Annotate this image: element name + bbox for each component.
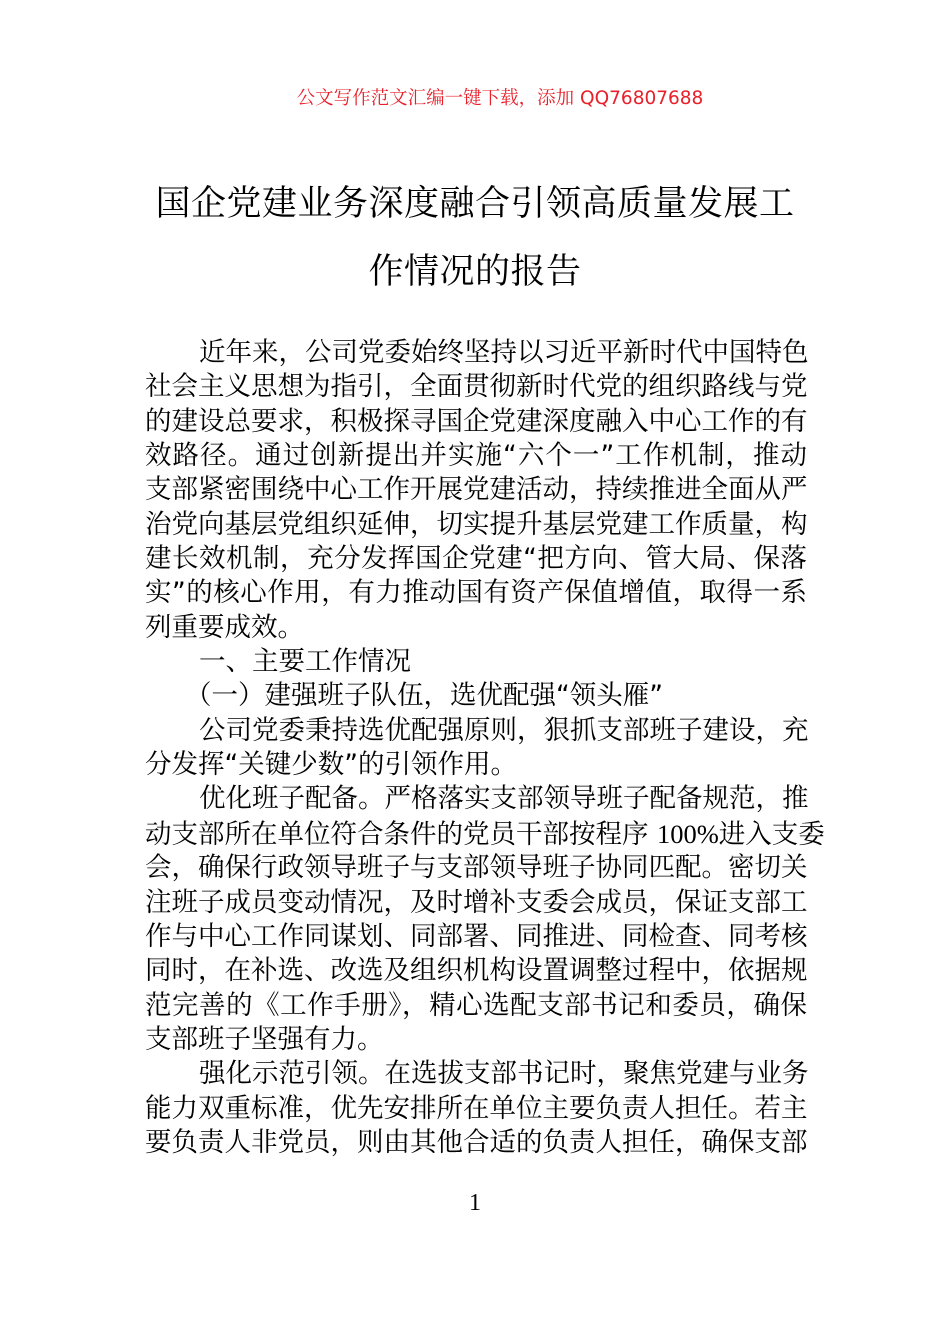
- paragraph-line: 能力双重标准，优先安排所在单位主要负责人担任。若主: [145, 1092, 808, 1124]
- paragraph-intro-line: 实”的核心作用，有力推动国有资产保值增值，取得一系: [145, 577, 807, 609]
- paragraph-line: 公司党委秉持选优配强原则，狠抓支部班子建设，充: [199, 714, 809, 746]
- document-body: [145, 336, 825, 1160]
- paragraph-line: 作与中心工作同谋划、同部署、同推进、同检查、同考核: [145, 920, 808, 952]
- paragraph-line: 优化班子配备。严格落实支部领导班子配备规范，推: [199, 783, 809, 815]
- paragraph-line: 强化示范引领。在选拔支部书记时，聚焦党建与业务: [199, 1058, 809, 1090]
- text-segment: 进入支委: [718, 818, 825, 850]
- paragraph-intro-line: 的建设总要求，积极探寻国企党建深度融入中心工作的有: [145, 405, 808, 437]
- paragraph-line: [145, 817, 825, 851]
- paragraph-intro-line: 列重要成效。: [145, 611, 304, 643]
- paragraph-line: 支部班子坚强有力。: [145, 1023, 384, 1055]
- paragraph-line: 分发挥“关键少数”的引领作用。: [145, 749, 517, 781]
- paragraph-intro-line: 近年来，公司党委始终坚持以习近平新时代中国特色: [199, 337, 809, 368]
- paragraph-intro-line: 治党向基层党组织延伸，切实提升基层党建工作质量，构: [145, 508, 808, 540]
- paragraph-line: 范完善的《工作手册》，精心选配支部书记和委员，确保: [145, 989, 807, 1021]
- page-number: 1: [469, 1190, 481, 1216]
- document-title-line-2: 作情况的报告: [368, 252, 582, 292]
- percentage-value: 100%: [656, 818, 719, 849]
- paragraph-intro-line: 支部紧密围绕中心工作开展党建活动，持续推进全面从严: [145, 474, 808, 506]
- subsection-heading: （一）建强班子队伍，选优配强“领头雁”: [185, 680, 663, 712]
- paragraph-intro-line: 效路径。通过创新提出并实施“六个一”工作机制，推动: [145, 440, 807, 472]
- document-title-line-1: 国企党建业务深度融合引领高质量发展工: [155, 184, 795, 224]
- section-heading: 一、主要工作情况: [199, 646, 411, 678]
- paragraph-intro-line: 建长效机制，充分发挥国企党建“把方向、管大局、保落: [145, 543, 807, 575]
- paragraph-line: 要负责人非党员，则由其他合适的负责人担任，确保支部: [145, 1126, 808, 1158]
- paragraph-line: 同时，在补选、改选及组织机构设置调整过程中，依据规: [145, 955, 808, 987]
- paragraph-line: 注班子成员变动情况，及时增补支委会成员，保证支部工: [145, 886, 808, 918]
- download-notice: 公文写作范文汇编一键下载，添加 QQ76807688: [296, 88, 704, 109]
- paragraph-intro-line: 社会主义思想为指引，全面贯彻新时代党的组织路线与党: [145, 371, 808, 403]
- text-segment: 动支部所在单位符合条件的党员干部按程序: [145, 818, 649, 850]
- paragraph-line: 会，确保行政领导班子与支部领导班子协同匹配。密切关: [145, 852, 808, 884]
